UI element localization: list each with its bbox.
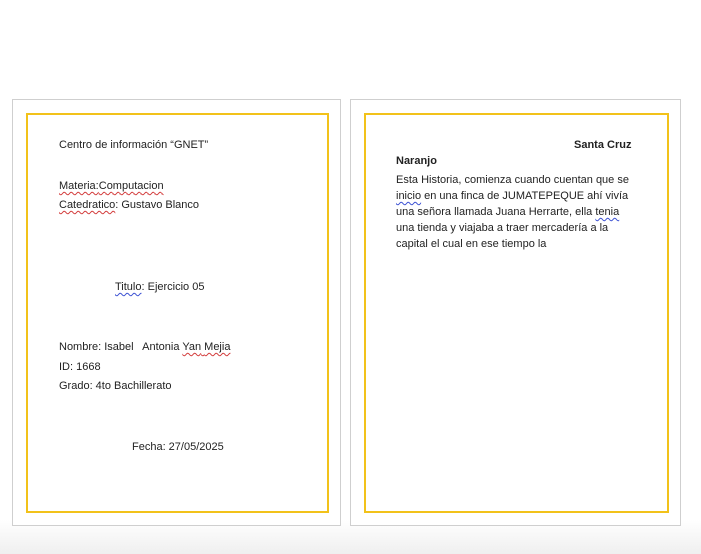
id-line: [59, 360, 101, 374]
nombre-line: [59, 340, 230, 354]
nombre-prefix: Nombre: Isabel Antonia: [59, 341, 183, 353]
heading-left-line: [396, 154, 437, 168]
document-page-1[interactable]: [12, 99, 341, 526]
titulo-line: [115, 280, 204, 294]
grado-line: [59, 379, 172, 393]
heading-santa-cruz: Santa Cruz: [574, 139, 632, 151]
paragraph-line-2: [396, 189, 628, 203]
heading-right-line: [574, 138, 631, 152]
paragraph-text-1: Esta Historia, comienza cuando cuentan que se: [396, 174, 629, 186]
materia-text: Materia:Computacion: [59, 180, 164, 192]
header-line: [59, 138, 208, 152]
word-tenia: tenia: [595, 206, 620, 218]
paragraph-text-5: capital el cual en ese tiempo la: [396, 238, 547, 250]
paragraph-text-3: una señora llamada Juana Herrarte, ella: [396, 206, 596, 218]
catedratico-value: : Gustavo Blanco: [115, 199, 200, 211]
fecha-line: [132, 440, 224, 454]
paragraph-text-2: en una finca de JUMATEPEQUE ahí vivía: [421, 190, 629, 202]
fecha-text: Fecha: 27/05/2025: [132, 441, 224, 453]
word-inicio: inicio: [396, 190, 422, 202]
heading-naranjo: Naranjo: [396, 155, 437, 167]
paragraph-line-4: [396, 221, 608, 235]
paragraph-text-4: una tienda y viajaba a traer mercadería a la: [396, 222, 609, 234]
document-page-2[interactable]: [350, 99, 681, 526]
titulo-label: Titulo: [115, 281, 142, 293]
materia-line: [59, 179, 164, 193]
header-text: Centro de información “GNET”: [59, 139, 209, 151]
id-text: ID: 1668: [59, 361, 101, 373]
paragraph-line-5: [396, 237, 546, 251]
paragraph-line-3: [396, 205, 619, 219]
grado-text: Grado: 4to Bachillerato: [59, 380, 172, 392]
nombre-surnames: Yan Mejia: [182, 341, 231, 353]
catedratico-line: [59, 198, 199, 212]
titulo-value: : Ejercicio 05: [141, 281, 205, 293]
catedratico-label: Catedratico: [59, 199, 116, 211]
paragraph-line-1: [396, 173, 629, 187]
